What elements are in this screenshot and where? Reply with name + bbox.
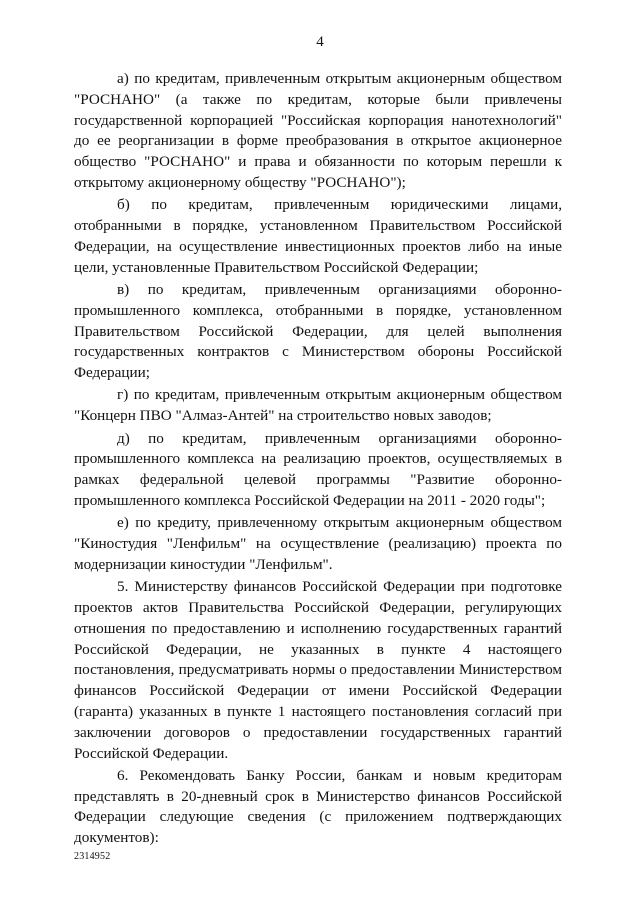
document-body: [74, 69, 562, 850]
paragraph-item-g: г) по кредитам, привлеченным открытым акционерным обществом "Концерн ПВО "Алмаз-Антей" на строительство новых заводов;: [74, 386, 562, 425]
paragraph-item-b: б) по кредитам, привлеченным юридическими лицами, отобранными в порядке, установленном Правительством Российской Федерации, на осуществление инвестиционных проектов либо на иные цели, установленные Правительством Российской Федерации;: [74, 196, 562, 276]
paragraph-item-e: е) по кредиту, привлеченному открытым акционерным обществом "Киностудия "Ленфильм" на осуществление (реализацию) проекта по модернизации киностудии "Ленфильм".: [74, 514, 562, 573]
paragraph-clause-5: 5. Министерству финансов Российской Федерации при подготовке проектов актов Правительства Российской Федерации, регулирующих отношения по предоставлению и исполнению государственных гарантий Российской Федерации, не указанных в пункте 4 настоящего постановления, предусматривать нормы о предоставлении Министерством финансов Российской Федерации от имени Российской Федерации (гаранта) указанных в пункте 1 настоящего постановления согласий при заключении договоров о предоставлении государственных гарантий Российской Федерации.: [74, 578, 562, 762]
paragraph-item-a: а) по кредитам, привлеченным открытым акционерным обществом "РОСНАНО" (а также по кредитам, которые были привлечены государственной корпорацией "Российская корпорация нанотехнологий" до ее реорганизации в форме преобразования в открытое акционерное общество "РОСНАНО" и права и обязанности по которым перешли к открытому акционерному обществу "РОСНАНО");: [74, 70, 562, 191]
page-number: 4: [316, 34, 324, 50]
document-id: 2314952: [74, 851, 111, 862]
paragraph-item-d: д) по кредитам, привлеченным организациями оборонно-промышленного комплекса на реализацию проектов, осуществляемых в рамках федеральной целевой программы "Развитие оборонно-промышленного комплекса Российской Федерации на 2011 - 2020 годы";: [74, 429, 562, 509]
paragraph-item-v: в) по кредитам, привлеченным организациями оборонно-промышленного комплекса, отобранными в порядке, установленном Правительством Российской Федерации, для целей выполнения государственных контрактов с Министерством обороны Российской Федерации;: [74, 280, 562, 382]
paragraph-clause-6: 6. Рекомендовать Банку России, банкам и новым кредиторам представлять в 20-дневный срок в Министерство финансов Российской Федерации следующие сведения (с приложением подтверждающих документов):: [74, 766, 562, 847]
